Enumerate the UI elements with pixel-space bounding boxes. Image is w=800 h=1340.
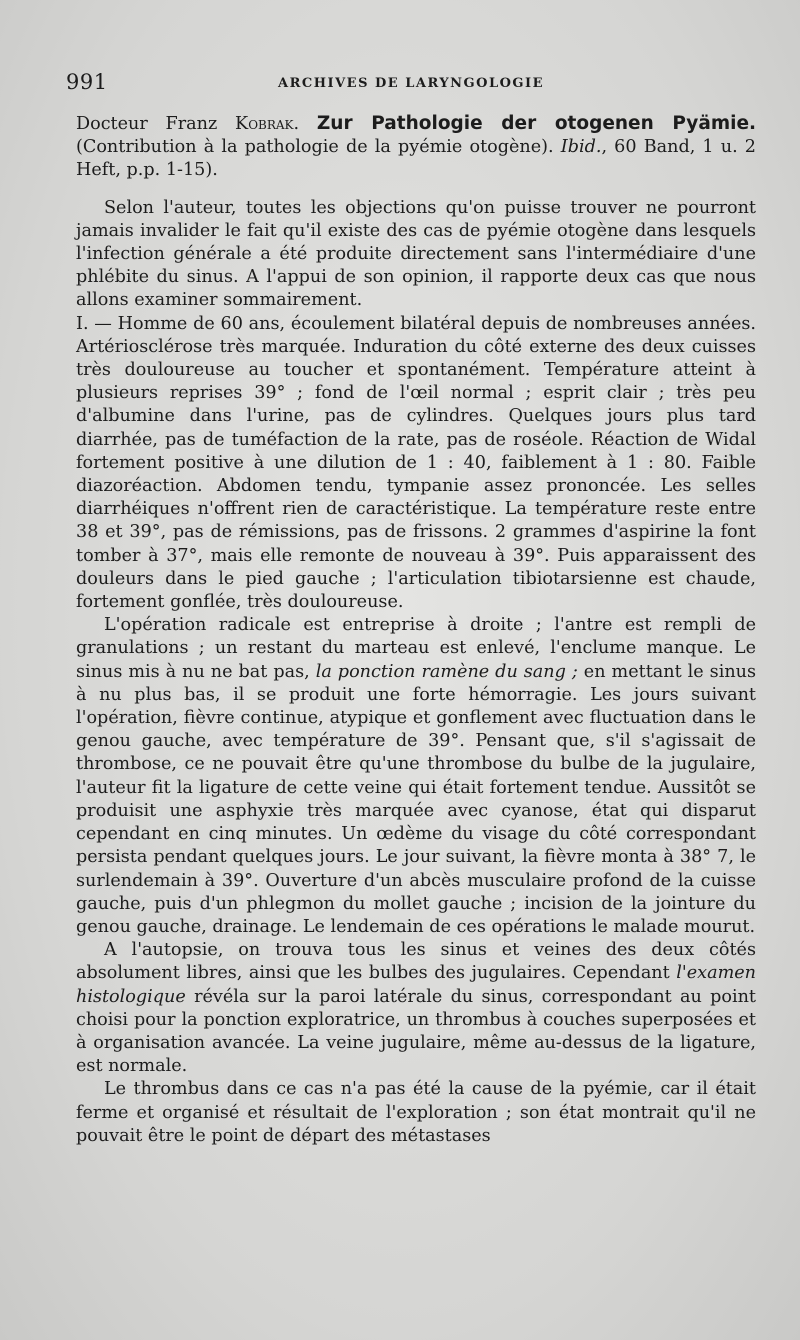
autopsy-text-start: A l'autopsie, on trouva tous les sinus et veines des deux côtés absolument libres, ainsi que les bulbes des jugulaires. Cependant <box>76 940 756 984</box>
source-details: , 60 Band, 1 u. 2 Heft, p.p. 1-15). <box>76 137 756 181</box>
page-header <box>66 70 756 100</box>
german-title: Zur Pathologie der otogenen Pyämie. <box>316 113 757 134</box>
paragraph-operation <box>76 614 756 939</box>
paragraph-intro: Selon l'auteur, toutes les objections qu'on puisse trouver ne pourront jamais invalider le fait qu'il existe des cas de pyémie otogène dans lesquels l'infection générale a été produite directement sans l'intermédiaire d'une phlébite du sinus. A l'appui de son opinion, il rapporte deux cas que nous allons examiner sommairement. <box>76 197 756 311</box>
french-title: (Contribution à la pathologie de la pyémie otogène). <box>76 137 554 158</box>
operation-text-start: L'opération radicale est entreprise à droite ; l'antre est rempli de granulations ; un restant du marteau est enlevé, l'enclume manque. Le sinus mis à nu ne bat pas, <box>76 615 756 682</box>
running-head: ARCHIVES DE LARYNGOLOGIE <box>278 76 544 91</box>
autopsy-text-end: révéla sur la paroi latérale du sinus, correspondant au point choisi pour la ponction exploratrice, un thrombus à couches superposées et à organisation avancée. La veine jugulaire, même au-dessus de la ligature, est normale. <box>76 986 757 1077</box>
paragraph-autopsy <box>76 939 756 1078</box>
paragraph-thrombus: Le thrombus dans ce cas n'a pas été la cause de la pyémie, car il était ferme et organisé et résultait de l'exploration ; son état montrait qu'il ne pouvait être le point de départ des métastases <box>76 1079 756 1146</box>
citation <box>76 112 756 183</box>
article-body <box>76 112 756 1148</box>
page-number: 991 <box>66 70 108 94</box>
autopsy-italic: l'examen histologique <box>76 963 757 1007</box>
author-prefix: Docteur Franz <box>76 114 218 134</box>
operation-text-end: en mettant le sinus à nu plus bas, il se produit une forte hémorragie. Les jours suivant l'opération, fièvre continue, atypique et gonflement avec fluctuation dans le genou gauche, avec température de 39°. Pensant que, s'il s'agissait de thrombose, ce ne pouvait être qu'une thrombose du bulbe de la jugulaire, l'auteur fit la ligature de cette veine qui était fortement tendue. Aussitôt se produisit une asphyxie très marquée avec cyanose, état qui disparut cependant en cinq minutes. Un œdème du visage du côté correspondant persista pendant quelques jours. Le jour suivant, la fièvre monta à 38° 7, le surlendemain à 39°. Ouverture d'un abcès musculaire profond de la cuisse gauche, puis d'un phlegmon du mollet gauche ; incision de la jointure du genou gauche, drainage. Le lendemain de ces opérations le malade mourut. <box>76 661 757 937</box>
paragraph-case-one: I. — Homme de 60 ans, écoulement bilatéral depuis de nombreuses années. Artériosclérose très marquée. Induration du côté externe des deux cuisses très douloureuse au toucher et spontanément. Température atteint à plusieurs reprises 39° ; fond de l'œil normal ; esprit clair ; très peu d'albumine dans l'urine, pas de cylindres. Quelques jours plus tard diarrhée, pas de tuméfaction de la rate, pas de roséole. Réaction de Widal fortement positive à une dilution de 1 : 40, faiblement à 1 : 80. Faible diazoréaction. Abdomen tendu, tympanie assez prononcée. Les selles diarrhéiques n'offrent rien de caractéristique. La température reste entre 38 et 39°, pas de rémissions, pas de frissons. 2 grammes d'aspirine la font tomber à 37°, mais elle remonte de nouveau à 39°. Puis apparaissent des douleurs dans le pied gauche ; l'articulation tibiotarsienne est chaude, fortement gonflée, très douloureuse. <box>76 313 756 613</box>
operation-italic: la ponction ramène du sang ; <box>315 661 578 682</box>
source-ibid: Ibid. <box>560 137 602 158</box>
author-name: Kobrak. <box>235 114 300 134</box>
